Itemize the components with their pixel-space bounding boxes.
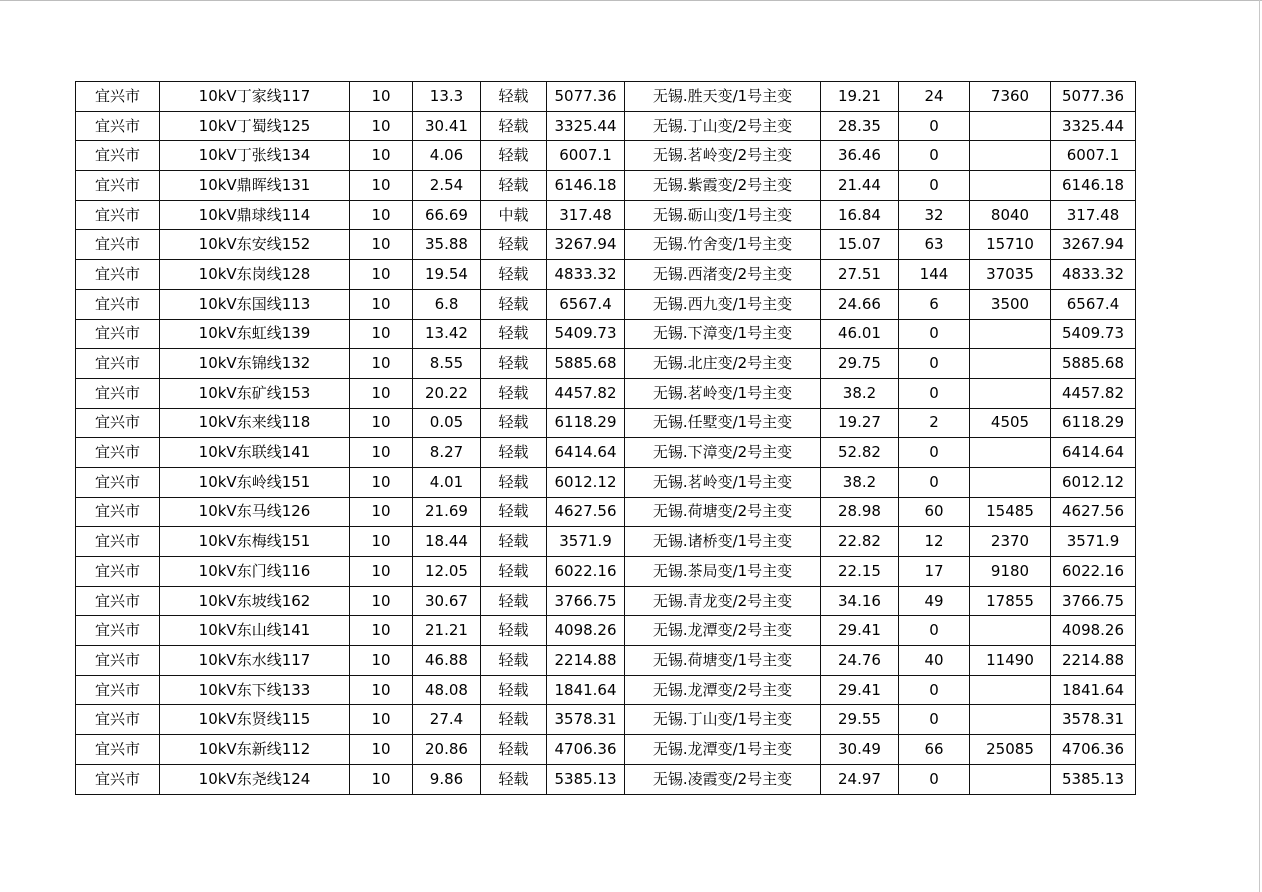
- available-capacity-cell: 6007.1: [1051, 141, 1136, 171]
- transformer-load-rate-cell: 22.82: [821, 527, 899, 557]
- count-cell: 0: [899, 438, 970, 468]
- table-row: [76, 616, 1136, 646]
- city-cell: 宜兴市: [76, 260, 160, 290]
- capacity-cell: 5885.68: [547, 349, 625, 379]
- available-capacity-cell: 4627.56: [1051, 497, 1136, 527]
- count-cell: 66: [899, 735, 970, 765]
- table-row: [76, 557, 1136, 587]
- load-rate-cell: 66.69: [413, 200, 481, 230]
- table-row: [76, 764, 1136, 794]
- voltage-cell: 10: [350, 230, 413, 260]
- available-capacity-cell: 3578.31: [1051, 705, 1136, 735]
- capacity-kva-cell: [970, 438, 1051, 468]
- available-capacity-cell: 3267.94: [1051, 230, 1136, 260]
- load-status-cell: 轻载: [481, 705, 547, 735]
- load-rate-cell: 4.01: [413, 467, 481, 497]
- voltage-cell: 10: [350, 408, 413, 438]
- voltage-cell: 10: [350, 260, 413, 290]
- capacity-cell: 3267.94: [547, 230, 625, 260]
- load-rate-cell: 46.88: [413, 646, 481, 676]
- capacity-kva-cell: 2370: [970, 527, 1051, 557]
- city-cell: 宜兴市: [76, 705, 160, 735]
- available-capacity-cell: 5409.73: [1051, 319, 1136, 349]
- count-cell: 40: [899, 646, 970, 676]
- city-cell: 宜兴市: [76, 675, 160, 705]
- count-cell: 0: [899, 675, 970, 705]
- page-right-border: [1259, 0, 1260, 892]
- substation-transformer-cell: 无锡.茗岭变/1号主变: [625, 467, 821, 497]
- substation-transformer-cell: 无锡.荷塘变/1号主变: [625, 646, 821, 676]
- load-status-cell: 轻载: [481, 111, 547, 141]
- table-row: [76, 378, 1136, 408]
- load-status-cell: 轻载: [481, 438, 547, 468]
- substation-transformer-cell: 无锡.砺山变/1号主变: [625, 200, 821, 230]
- load-status-cell: 轻载: [481, 646, 547, 676]
- count-cell: 0: [899, 378, 970, 408]
- voltage-cell: 10: [350, 616, 413, 646]
- voltage-cell: 10: [350, 497, 413, 527]
- substation-transformer-cell: 无锡.凌霞变/2号主变: [625, 764, 821, 794]
- transformer-load-rate-cell: 38.2: [821, 467, 899, 497]
- table-row: [76, 349, 1136, 379]
- load-status-cell: 轻载: [481, 467, 547, 497]
- table-row: [76, 111, 1136, 141]
- transformer-load-rate-cell: 16.84: [821, 200, 899, 230]
- city-cell: 宜兴市: [76, 646, 160, 676]
- load-rate-cell: 4.06: [413, 141, 481, 171]
- substation-transformer-cell: 无锡.茗岭变/2号主变: [625, 141, 821, 171]
- city-cell: 宜兴市: [76, 349, 160, 379]
- voltage-cell: 10: [350, 467, 413, 497]
- load-rate-cell: 13.42: [413, 319, 481, 349]
- transformer-load-rate-cell: 28.35: [821, 111, 899, 141]
- count-cell: 60: [899, 497, 970, 527]
- line-name-cell: 10kV东虹线139: [160, 319, 350, 349]
- load-rate-cell: 20.22: [413, 378, 481, 408]
- table-row: [76, 438, 1136, 468]
- city-cell: 宜兴市: [76, 764, 160, 794]
- transformer-load-rate-cell: 34.16: [821, 586, 899, 616]
- available-capacity-cell: 6022.16: [1051, 557, 1136, 587]
- voltage-cell: 10: [350, 82, 413, 112]
- capacity-kva-cell: [970, 764, 1051, 794]
- voltage-cell: 10: [350, 171, 413, 201]
- city-cell: 宜兴市: [76, 527, 160, 557]
- transformer-load-rate-cell: 29.75: [821, 349, 899, 379]
- load-rate-cell: 8.27: [413, 438, 481, 468]
- load-rate-cell: 0.05: [413, 408, 481, 438]
- load-rate-cell: 13.3: [413, 82, 481, 112]
- voltage-cell: 10: [350, 764, 413, 794]
- substation-transformer-cell: 无锡.下漳变/2号主变: [625, 438, 821, 468]
- table-row: [76, 171, 1136, 201]
- available-capacity-cell: 4833.32: [1051, 260, 1136, 290]
- capacity-cell: 3766.75: [547, 586, 625, 616]
- line-name-cell: 10kV东安线152: [160, 230, 350, 260]
- available-capacity-cell: 6414.64: [1051, 438, 1136, 468]
- voltage-cell: 10: [350, 349, 413, 379]
- capacity-kva-cell: 15485: [970, 497, 1051, 527]
- capacity-kva-cell: [970, 616, 1051, 646]
- transformer-load-rate-cell: 24.97: [821, 764, 899, 794]
- capacity-cell: 4627.56: [547, 497, 625, 527]
- load-status-cell: 轻载: [481, 260, 547, 290]
- line-name-cell: 10kV鼎球线114: [160, 200, 350, 230]
- available-capacity-cell: 5385.13: [1051, 764, 1136, 794]
- city-cell: 宜兴市: [76, 319, 160, 349]
- transformer-load-rate-cell: 19.21: [821, 82, 899, 112]
- capacity-cell: 5385.13: [547, 764, 625, 794]
- table-row: [76, 319, 1136, 349]
- load-status-cell: 轻载: [481, 408, 547, 438]
- capacity-cell: 5077.36: [547, 82, 625, 112]
- substation-transformer-cell: 无锡.竹舍变/1号主变: [625, 230, 821, 260]
- transformer-load-rate-cell: 15.07: [821, 230, 899, 260]
- load-rate-cell: 9.86: [413, 764, 481, 794]
- count-cell: 32: [899, 200, 970, 230]
- load-status-cell: 轻载: [481, 527, 547, 557]
- voltage-cell: 10: [350, 378, 413, 408]
- count-cell: 0: [899, 764, 970, 794]
- city-cell: 宜兴市: [76, 586, 160, 616]
- available-capacity-cell: 2214.88: [1051, 646, 1136, 676]
- available-capacity-cell: 4706.36: [1051, 735, 1136, 765]
- city-cell: 宜兴市: [76, 171, 160, 201]
- load-rate-cell: 21.69: [413, 497, 481, 527]
- capacity-kva-cell: [970, 319, 1051, 349]
- count-cell: 0: [899, 141, 970, 171]
- load-status-cell: 轻载: [481, 764, 547, 794]
- transformer-load-rate-cell: 46.01: [821, 319, 899, 349]
- city-cell: 宜兴市: [76, 378, 160, 408]
- load-status-cell: 轻载: [481, 735, 547, 765]
- count-cell: 6: [899, 289, 970, 319]
- line-name-cell: 10kV东联线141: [160, 438, 350, 468]
- capacity-cell: 6146.18: [547, 171, 625, 201]
- available-capacity-cell: 4098.26: [1051, 616, 1136, 646]
- table-row: [76, 230, 1136, 260]
- line-name-cell: 10kV东新线112: [160, 735, 350, 765]
- load-status-cell: 轻载: [481, 82, 547, 112]
- capacity-kva-cell: 15710: [970, 230, 1051, 260]
- voltage-cell: 10: [350, 735, 413, 765]
- load-rate-cell: 21.21: [413, 616, 481, 646]
- transformer-load-rate-cell: 30.49: [821, 735, 899, 765]
- city-cell: 宜兴市: [76, 141, 160, 171]
- voltage-cell: 10: [350, 527, 413, 557]
- city-cell: 宜兴市: [76, 111, 160, 141]
- capacity-cell: 6118.29: [547, 408, 625, 438]
- line-name-cell: 10kV东贤线115: [160, 705, 350, 735]
- voltage-cell: 10: [350, 200, 413, 230]
- city-cell: 宜兴市: [76, 497, 160, 527]
- transformer-load-rate-cell: 27.51: [821, 260, 899, 290]
- line-name-cell: 10kV东来线118: [160, 408, 350, 438]
- capacity-cell: 6012.12: [547, 467, 625, 497]
- substation-transformer-cell: 无锡.丁山变/2号主变: [625, 111, 821, 141]
- line-name-cell: 10kV丁张线134: [160, 141, 350, 171]
- substation-transformer-cell: 无锡.任墅变/1号主变: [625, 408, 821, 438]
- load-rate-cell: 30.67: [413, 586, 481, 616]
- capacity-kva-cell: 7360: [970, 82, 1051, 112]
- available-capacity-cell: 6118.29: [1051, 408, 1136, 438]
- city-cell: 宜兴市: [76, 438, 160, 468]
- substation-transformer-cell: 无锡.茗岭变/1号主变: [625, 378, 821, 408]
- substation-transformer-cell: 无锡.龙潭变/2号主变: [625, 675, 821, 705]
- capacity-kva-cell: 4505: [970, 408, 1051, 438]
- substation-transformer-cell: 无锡.西九变/1号主变: [625, 289, 821, 319]
- voltage-cell: 10: [350, 111, 413, 141]
- line-name-cell: 10kV丁家线117: [160, 82, 350, 112]
- table-row: [76, 497, 1136, 527]
- load-rate-cell: 2.54: [413, 171, 481, 201]
- table-row: [76, 735, 1136, 765]
- transformer-load-rate-cell: 28.98: [821, 497, 899, 527]
- substation-transformer-cell: 无锡.茶局变/1号主变: [625, 557, 821, 587]
- voltage-cell: 10: [350, 646, 413, 676]
- substation-transformer-cell: 无锡.西渚变/2号主变: [625, 260, 821, 290]
- available-capacity-cell: 6567.4: [1051, 289, 1136, 319]
- capacity-kva-cell: [970, 378, 1051, 408]
- available-capacity-cell: 5077.36: [1051, 82, 1136, 112]
- capacity-kva-cell: 9180: [970, 557, 1051, 587]
- voltage-cell: 10: [350, 438, 413, 468]
- transformer-load-rate-cell: 52.82: [821, 438, 899, 468]
- capacity-cell: 6022.16: [547, 557, 625, 587]
- voltage-cell: 10: [350, 705, 413, 735]
- count-cell: 0: [899, 111, 970, 141]
- load-status-cell: 轻载: [481, 557, 547, 587]
- table-row: [76, 289, 1136, 319]
- capacity-cell: 4457.82: [547, 378, 625, 408]
- line-name-cell: 10kV鼎晖线131: [160, 171, 350, 201]
- line-name-cell: 10kV东矿线153: [160, 378, 350, 408]
- count-cell: 0: [899, 171, 970, 201]
- table-row: [76, 260, 1136, 290]
- substation-transformer-cell: 无锡.龙潭变/2号主变: [625, 616, 821, 646]
- line-name-cell: 10kV东岗线128: [160, 260, 350, 290]
- table-row: [76, 408, 1136, 438]
- voltage-cell: 10: [350, 675, 413, 705]
- transformer-load-rate-cell: 36.46: [821, 141, 899, 171]
- count-cell: 24: [899, 82, 970, 112]
- transformer-load-rate-cell: 21.44: [821, 171, 899, 201]
- load-rate-cell: 20.86: [413, 735, 481, 765]
- capacity-kva-cell: 3500: [970, 289, 1051, 319]
- transformer-load-rate-cell: 29.41: [821, 675, 899, 705]
- line-name-cell: 10kV丁蜀线125: [160, 111, 350, 141]
- capacity-cell: 4833.32: [547, 260, 625, 290]
- count-cell: 12: [899, 527, 970, 557]
- load-rate-cell: 48.08: [413, 675, 481, 705]
- count-cell: 0: [899, 319, 970, 349]
- table-body: [76, 82, 1136, 795]
- available-capacity-cell: 3571.9: [1051, 527, 1136, 557]
- load-rate-cell: 27.4: [413, 705, 481, 735]
- capacity-kva-cell: 8040: [970, 200, 1051, 230]
- load-rate-cell: 35.88: [413, 230, 481, 260]
- load-status-cell: 轻载: [481, 319, 547, 349]
- capacity-cell: 3325.44: [547, 111, 625, 141]
- line-name-cell: 10kV东岭线151: [160, 467, 350, 497]
- city-cell: 宜兴市: [76, 616, 160, 646]
- voltage-cell: 10: [350, 557, 413, 587]
- table-row: [76, 705, 1136, 735]
- count-cell: 63: [899, 230, 970, 260]
- substation-transformer-cell: 无锡.龙潭变/1号主变: [625, 735, 821, 765]
- capacity-kva-cell: [970, 141, 1051, 171]
- transformer-load-rate-cell: 38.2: [821, 378, 899, 408]
- available-capacity-cell: 4457.82: [1051, 378, 1136, 408]
- table-row: [76, 527, 1136, 557]
- table-row: [76, 467, 1136, 497]
- capacity-kva-cell: [970, 171, 1051, 201]
- table-row: [76, 141, 1136, 171]
- load-status-cell: 轻载: [481, 289, 547, 319]
- line-name-cell: 10kV东门线116: [160, 557, 350, 587]
- count-cell: 0: [899, 705, 970, 735]
- substation-transformer-cell: 无锡.下漳变/1号主变: [625, 319, 821, 349]
- capacity-kva-cell: [970, 467, 1051, 497]
- substation-transformer-cell: 无锡.紫霞变/2号主变: [625, 171, 821, 201]
- capacity-kva-cell: 25085: [970, 735, 1051, 765]
- table-row: [76, 675, 1136, 705]
- capacity-cell: 4706.36: [547, 735, 625, 765]
- available-capacity-cell: 6012.12: [1051, 467, 1136, 497]
- city-cell: 宜兴市: [76, 82, 160, 112]
- capacity-cell: 4098.26: [547, 616, 625, 646]
- city-cell: 宜兴市: [76, 557, 160, 587]
- transformer-load-rate-cell: 29.41: [821, 616, 899, 646]
- capacity-cell: 3578.31: [547, 705, 625, 735]
- count-cell: 144: [899, 260, 970, 290]
- table-row: [76, 586, 1136, 616]
- load-rate-cell: 30.41: [413, 111, 481, 141]
- load-rate-cell: 8.55: [413, 349, 481, 379]
- available-capacity-cell: 6146.18: [1051, 171, 1136, 201]
- load-status-cell: 轻载: [481, 616, 547, 646]
- load-rate-cell: 18.44: [413, 527, 481, 557]
- voltage-cell: 10: [350, 289, 413, 319]
- voltage-cell: 10: [350, 586, 413, 616]
- substation-transformer-cell: 无锡.北庄变/2号主变: [625, 349, 821, 379]
- capacity-cell: 5409.73: [547, 319, 625, 349]
- capacity-kva-cell: [970, 111, 1051, 141]
- load-status-cell: 轻载: [481, 349, 547, 379]
- count-cell: 0: [899, 616, 970, 646]
- capacity-kva-cell: [970, 675, 1051, 705]
- load-rate-cell: 6.8: [413, 289, 481, 319]
- city-cell: 宜兴市: [76, 408, 160, 438]
- capacity-kva-cell: 17855: [970, 586, 1051, 616]
- line-name-cell: 10kV东水线117: [160, 646, 350, 676]
- substation-transformer-cell: 无锡.荷塘变/2号主变: [625, 497, 821, 527]
- city-cell: 宜兴市: [76, 289, 160, 319]
- count-cell: 0: [899, 349, 970, 379]
- count-cell: 17: [899, 557, 970, 587]
- count-cell: 49: [899, 586, 970, 616]
- substation-transformer-cell: 无锡.青龙变/2号主变: [625, 586, 821, 616]
- load-status-cell: 轻载: [481, 378, 547, 408]
- line-name-cell: 10kV东山线141: [160, 616, 350, 646]
- table-row: [76, 82, 1136, 112]
- capacity-cell: 2214.88: [547, 646, 625, 676]
- transformer-load-rate-cell: 24.66: [821, 289, 899, 319]
- load-status-cell: 轻载: [481, 141, 547, 171]
- city-cell: 宜兴市: [76, 467, 160, 497]
- transformer-load-rate-cell: 29.55: [821, 705, 899, 735]
- transformer-load-rate-cell: 19.27: [821, 408, 899, 438]
- capacity-cell: 6007.1: [547, 141, 625, 171]
- load-status-cell: 轻载: [481, 586, 547, 616]
- load-status-cell: 中载: [481, 200, 547, 230]
- available-capacity-cell: 3325.44: [1051, 111, 1136, 141]
- feeder-load-table: [75, 81, 1136, 795]
- capacity-kva-cell: [970, 349, 1051, 379]
- city-cell: 宜兴市: [76, 735, 160, 765]
- transformer-load-rate-cell: 24.76: [821, 646, 899, 676]
- available-capacity-cell: 1841.64: [1051, 675, 1136, 705]
- capacity-kva-cell: 37035: [970, 260, 1051, 290]
- available-capacity-cell: 5885.68: [1051, 349, 1136, 379]
- load-rate-cell: 19.54: [413, 260, 481, 290]
- capacity-cell: 1841.64: [547, 675, 625, 705]
- line-name-cell: 10kV东锦线132: [160, 349, 350, 379]
- available-capacity-cell: 317.48: [1051, 200, 1136, 230]
- line-name-cell: 10kV东坡线162: [160, 586, 350, 616]
- voltage-cell: 10: [350, 141, 413, 171]
- load-status-cell: 轻载: [481, 171, 547, 201]
- substation-transformer-cell: 无锡.丁山变/1号主变: [625, 705, 821, 735]
- line-name-cell: 10kV东梅线151: [160, 527, 350, 557]
- count-cell: 0: [899, 467, 970, 497]
- available-capacity-cell: 3766.75: [1051, 586, 1136, 616]
- city-cell: 宜兴市: [76, 230, 160, 260]
- load-status-cell: 轻载: [481, 230, 547, 260]
- table-row: [76, 200, 1136, 230]
- capacity-cell: 6414.64: [547, 438, 625, 468]
- capacity-cell: 3571.9: [547, 527, 625, 557]
- load-status-cell: 轻载: [481, 675, 547, 705]
- line-name-cell: 10kV东下线133: [160, 675, 350, 705]
- table-row: [76, 646, 1136, 676]
- line-name-cell: 10kV东马线126: [160, 497, 350, 527]
- capacity-kva-cell: 11490: [970, 646, 1051, 676]
- load-rate-cell: 12.05: [413, 557, 481, 587]
- count-cell: 2: [899, 408, 970, 438]
- load-status-cell: 轻载: [481, 497, 547, 527]
- city-cell: 宜兴市: [76, 200, 160, 230]
- capacity-cell: 6567.4: [547, 289, 625, 319]
- substation-transformer-cell: 无锡.诸桥变/1号主变: [625, 527, 821, 557]
- line-name-cell: 10kV东尧线124: [160, 764, 350, 794]
- capacity-kva-cell: [970, 705, 1051, 735]
- page-top-border: [0, 0, 1262, 1]
- capacity-cell: 317.48: [547, 200, 625, 230]
- line-name-cell: 10kV东国线113: [160, 289, 350, 319]
- voltage-cell: 10: [350, 319, 413, 349]
- transformer-load-rate-cell: 22.15: [821, 557, 899, 587]
- substation-transformer-cell: 无锡.胜天变/1号主变: [625, 82, 821, 112]
